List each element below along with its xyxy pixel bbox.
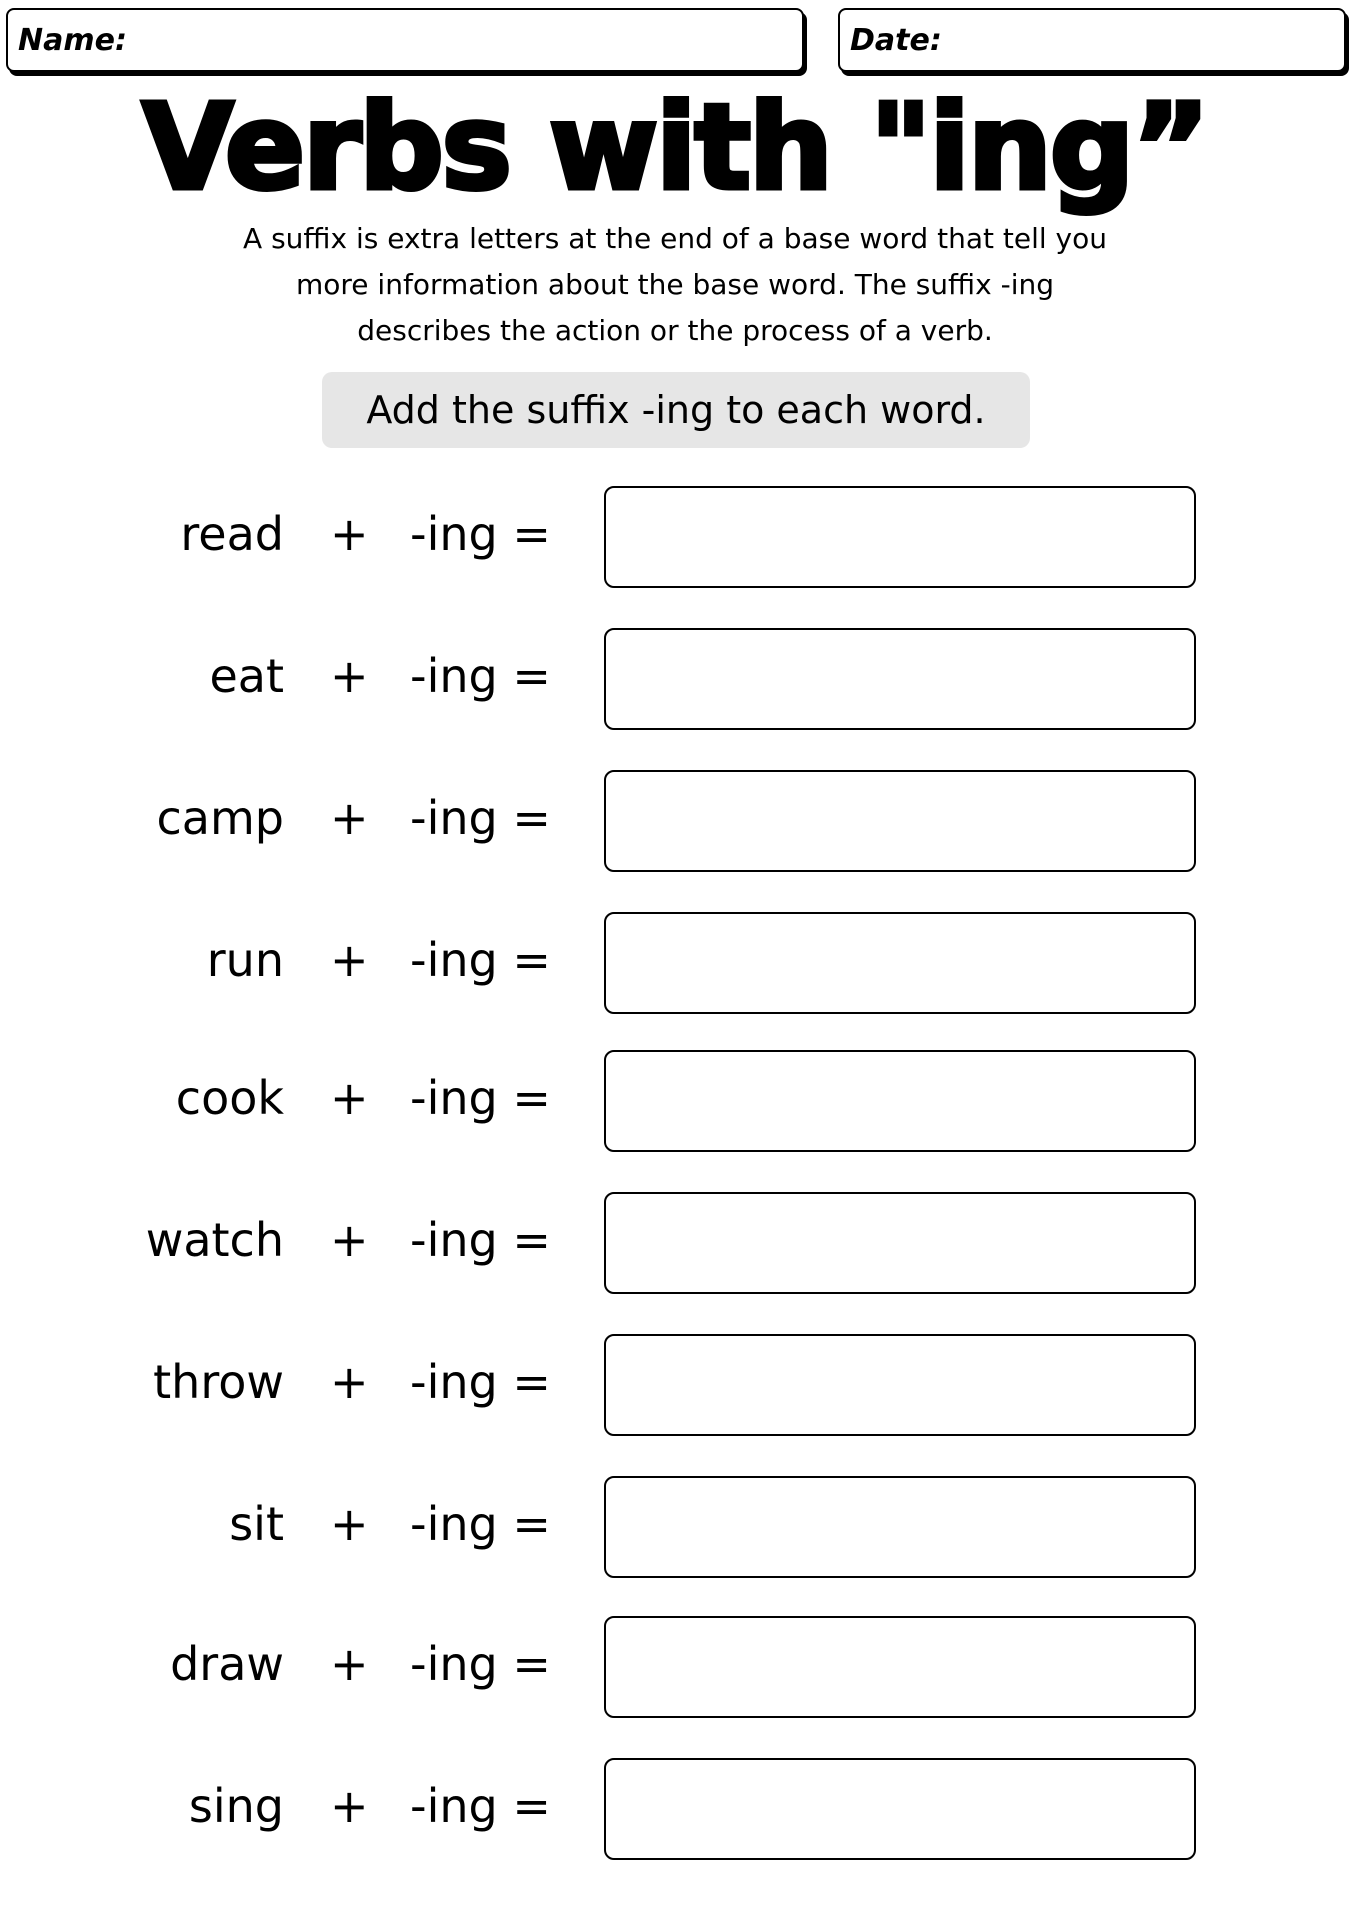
plus-sign: + [330, 1637, 369, 1691]
date-field[interactable] [838, 8, 1346, 72]
exercise-row [0, 1192, 1350, 1296]
suffix-equals: -ing = [410, 1213, 551, 1267]
instruction-banner: Add the suffix -ing to each word. [322, 372, 1030, 448]
base-word: read [180, 507, 284, 561]
answer-box[interactable] [604, 628, 1196, 730]
answer-box[interactable] [604, 1758, 1196, 1860]
suffix-equals: -ing = [410, 1497, 551, 1551]
name-field[interactable] [6, 8, 804, 72]
name-label: Name: [18, 23, 127, 58]
exercise-row [0, 1050, 1350, 1154]
page-title: Verbs with "ing” [142, 78, 1208, 216]
answer-box[interactable] [604, 1050, 1196, 1152]
plus-sign: + [330, 1071, 369, 1125]
plus-sign: + [330, 1213, 369, 1267]
suffix-equals: -ing = [410, 1071, 551, 1125]
exercise-row [0, 1616, 1350, 1720]
suffix-equals: -ing = [410, 507, 551, 561]
answer-box[interactable] [604, 1476, 1196, 1578]
suffix-equals: -ing = [410, 933, 551, 987]
answer-box[interactable] [604, 1192, 1196, 1294]
plus-sign: + [330, 1497, 369, 1551]
exercise-row [0, 1758, 1350, 1862]
plus-sign: + [330, 649, 369, 703]
answer-box[interactable] [604, 1616, 1196, 1718]
plus-sign: + [330, 791, 369, 845]
answer-box[interactable] [604, 912, 1196, 1014]
suffix-equals: -ing = [410, 1637, 551, 1691]
base-word: sit [229, 1497, 284, 1551]
exercise-row [0, 1476, 1350, 1580]
intro-text: A suffix is extra letters at the end of a base word that tell you more information about the base word. The suffix -ing describes the action or the process of a verb. [243, 222, 1107, 347]
suffix-equals: -ing = [410, 1355, 551, 1409]
answer-box[interactable] [604, 486, 1196, 588]
plus-sign: + [330, 1779, 369, 1833]
base-word: watch [145, 1213, 284, 1267]
answer-box[interactable] [604, 1334, 1196, 1436]
exercise-row [0, 1334, 1350, 1438]
suffix-equals: -ing = [410, 791, 551, 845]
base-word: eat [209, 649, 284, 703]
answer-box[interactable] [604, 770, 1196, 872]
base-word: throw [153, 1355, 284, 1409]
plus-sign: + [330, 1355, 369, 1409]
exercise-row [0, 628, 1350, 732]
exercise-row [0, 486, 1350, 590]
suffix-equals: -ing = [410, 1779, 551, 1833]
base-word: run [206, 933, 284, 987]
base-word: cook [175, 1071, 284, 1125]
plus-sign: + [330, 933, 369, 987]
base-word: camp [156, 791, 284, 845]
plus-sign: + [330, 507, 369, 561]
suffix-equals: -ing = [410, 649, 551, 703]
base-word: sing [188, 1779, 284, 1833]
base-word: draw [170, 1637, 284, 1691]
date-label: Date: [850, 23, 942, 58]
exercise-row [0, 770, 1350, 874]
exercise-row [0, 912, 1350, 1016]
